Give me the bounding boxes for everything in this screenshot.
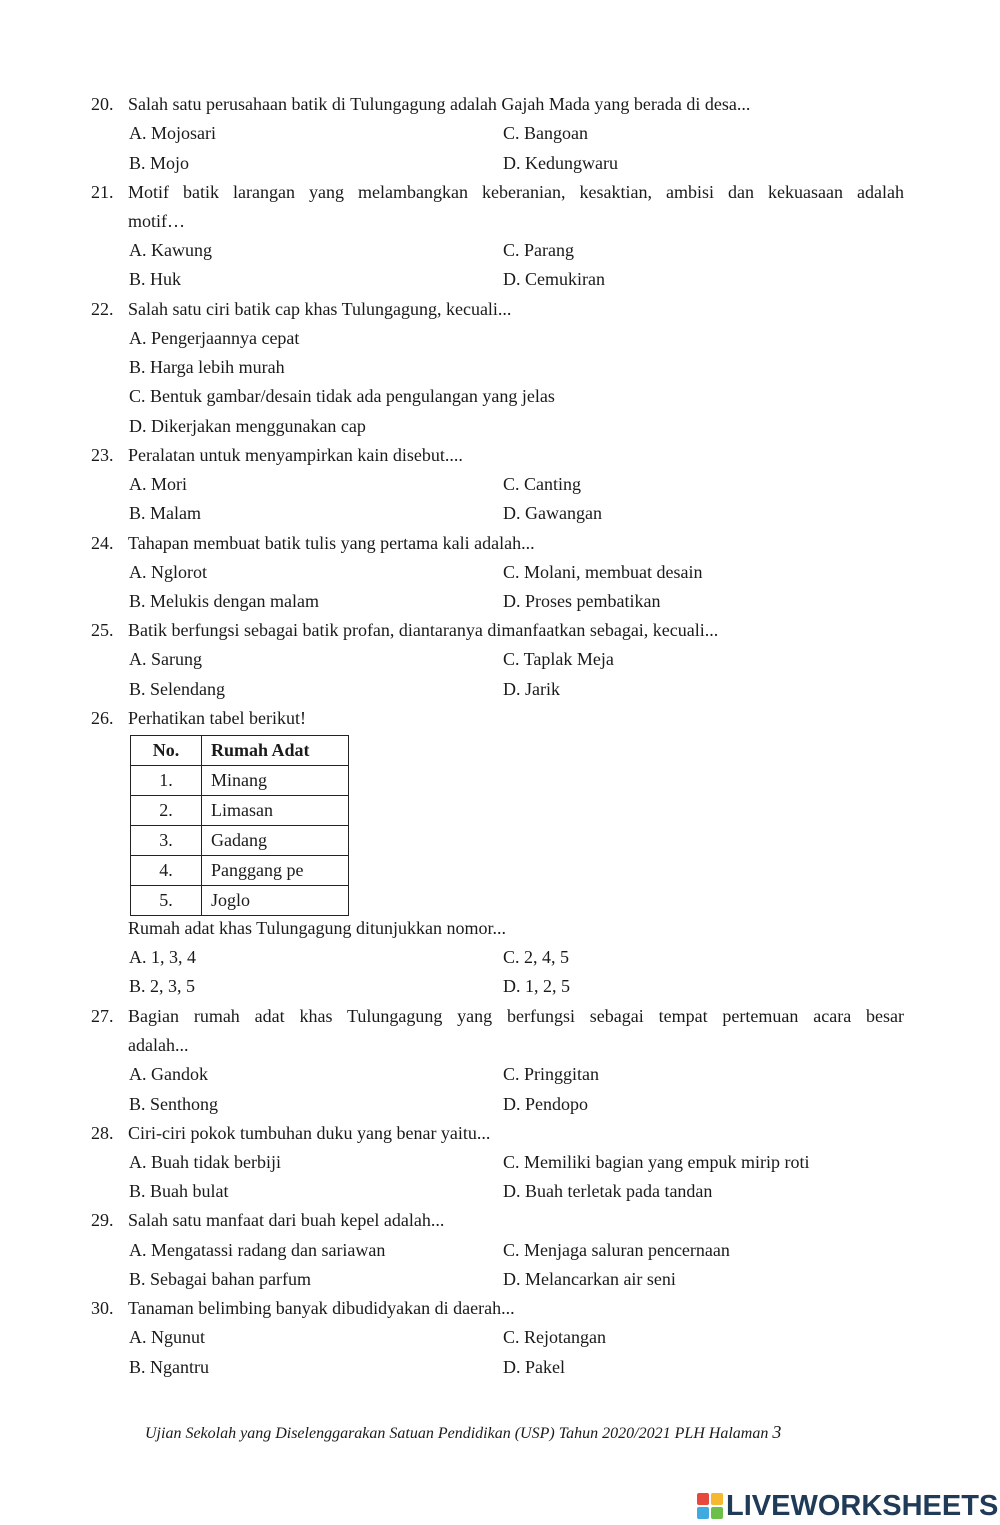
- option-b[interactable]: B. Selendang: [129, 679, 225, 699]
- liveworksheets-watermark: [697, 1489, 998, 1523]
- table-header-row: [131, 736, 349, 766]
- table-cell-name: Joglo: [202, 886, 349, 916]
- table-cell-no: 5.: [131, 886, 202, 916]
- question-number: 29.: [91, 1210, 114, 1230]
- question-text-continued: adalah...: [128, 1035, 189, 1055]
- table-cell-no: 4.: [131, 856, 202, 886]
- question-number: 23.: [91, 445, 114, 465]
- option-d[interactable]: D. Gawangan: [503, 503, 602, 523]
- option-a[interactable]: A. Sarung: [129, 649, 202, 669]
- table-cell-no: 3.: [131, 826, 202, 856]
- option-b[interactable]: B. Buah bulat: [129, 1181, 229, 1201]
- table-row: [131, 886, 349, 916]
- option-b[interactable]: B. Harga lebih murah: [129, 357, 285, 377]
- option-d[interactable]: D. Buah terletak pada tandan: [503, 1181, 713, 1201]
- table-cell-no: 2.: [131, 796, 202, 826]
- question-text: Salah satu manfaat dari buah kepel adalah...: [128, 1210, 445, 1230]
- question-text: Peralatan untuk menyampirkan kain disebut....: [128, 445, 463, 465]
- question-text-after-table: Rumah adat khas Tulungagung ditunjukkan nomor...: [128, 918, 506, 938]
- option-a[interactable]: A. Buah tidak berbiji: [129, 1152, 281, 1172]
- column-header-no: No.: [131, 736, 202, 766]
- option-b[interactable]: B. Senthong: [129, 1094, 219, 1114]
- table-row: [131, 826, 349, 856]
- liveworksheets-wordmark: LIVEWORKSHEETS: [726, 1489, 999, 1522]
- option-b[interactable]: B. Ngantru: [129, 1357, 209, 1377]
- table-row: [131, 796, 349, 826]
- table-cell-name: Gadang: [202, 826, 349, 856]
- column-header-rumah-adat: Rumah Adat: [202, 736, 349, 766]
- option-b[interactable]: B. Malam: [129, 503, 201, 523]
- page-number: 3: [772, 1422, 782, 1442]
- table-row: [131, 856, 349, 886]
- question-text-continued: motif…: [128, 211, 185, 231]
- liveworksheets-logo-icon: [697, 1493, 723, 1519]
- question-text: Tahapan membuat batik tulis yang pertama kali adalah...: [128, 533, 535, 553]
- footer-text: Ujian Sekolah yang Diselenggarakan Satuan Pendidikan (USP) Tahun 2020/2021 PLH Halaman: [145, 1425, 769, 1442]
- option-b[interactable]: B. Sebagai bahan parfum: [129, 1269, 311, 1289]
- option-a[interactable]: A. 1, 3, 4: [129, 947, 196, 967]
- option-c[interactable]: C. Parang: [503, 240, 574, 260]
- option-c[interactable]: C. Memiliki bagian yang empuk mirip roti: [503, 1152, 810, 1172]
- option-c[interactable]: C. Molani, membuat desain: [503, 562, 703, 582]
- question-number: 27.: [91, 1006, 114, 1026]
- option-b[interactable]: B. Huk: [129, 269, 182, 289]
- question-number: 26.: [91, 708, 114, 728]
- page-footer: [145, 1421, 781, 1445]
- option-d[interactable]: D. Pakel: [503, 1357, 565, 1377]
- rumah-adat-table: [130, 735, 349, 916]
- option-a[interactable]: A. Mori: [129, 474, 187, 494]
- option-d[interactable]: D. Jarik: [503, 679, 560, 699]
- question-number: 21.: [91, 182, 114, 202]
- option-c[interactable]: C. Taplak Meja: [503, 649, 614, 669]
- option-d[interactable]: D. Pendopo: [503, 1094, 588, 1114]
- option-d[interactable]: D. Cemukiran: [503, 269, 605, 289]
- question-number: 28.: [91, 1123, 114, 1143]
- option-a[interactable]: A. Pengerjaannya cepat: [129, 328, 300, 348]
- option-b[interactable]: B. Melukis dengan malam: [129, 591, 319, 611]
- question-number: 20.: [91, 94, 114, 114]
- option-d[interactable]: D. Dikerjakan menggunakan cap: [129, 416, 366, 436]
- option-c[interactable]: C. Rejotangan: [503, 1327, 606, 1347]
- option-d[interactable]: D. 1, 2, 5: [503, 976, 570, 996]
- option-b[interactable]: B. 2, 3, 5: [129, 976, 196, 996]
- option-c[interactable]: C. 2, 4, 5: [503, 947, 570, 967]
- option-a[interactable]: A. Ngunut: [129, 1327, 205, 1347]
- question-text: Motif batik larangan yang melambangkan keberanian, kesaktian, ambisi dan kekuasaan adalah: [128, 182, 904, 202]
- table-row: [131, 766, 349, 796]
- option-d[interactable]: D. Kedungwaru: [503, 153, 618, 173]
- option-a[interactable]: A. Kawung: [129, 240, 212, 260]
- question-number: 30.: [91, 1298, 114, 1318]
- option-c[interactable]: C. Menjaga saluran pencernaan: [503, 1240, 730, 1260]
- option-c[interactable]: C. Pringgitan: [503, 1064, 600, 1084]
- option-b[interactable]: B. Mojo: [129, 153, 190, 173]
- option-a[interactable]: A. Mengatassi radang dan sariawan: [129, 1240, 386, 1260]
- question-text: Salah satu perusahaan batik di Tulungagung adalah Gajah Mada yang berada di desa...: [128, 94, 751, 114]
- option-d[interactable]: D. Proses pembatikan: [503, 591, 661, 611]
- table-cell-name: Limasan: [202, 796, 349, 826]
- question-text: Perhatikan tabel berikut!: [128, 708, 306, 728]
- question-text: Batik berfungsi sebagai batik profan, diantaranya dimanfaatkan sebagai, kecuali...: [128, 620, 719, 640]
- question-text: Bagian rumah adat khas Tulungagung yang berfungsi sebagai tempat pertemuan acara besar: [128, 1006, 904, 1026]
- question-number: 25.: [91, 620, 114, 640]
- option-a[interactable]: A. Mojosari: [129, 123, 216, 143]
- question-number: 22.: [91, 299, 114, 319]
- option-a[interactable]: A. Gandok: [129, 1064, 208, 1084]
- option-c[interactable]: C. Canting: [503, 474, 582, 494]
- question-number: 24.: [91, 533, 114, 553]
- table-cell-name: Minang: [202, 766, 349, 796]
- question-text: Ciri-ciri pokok tumbuhan duku yang benar yaitu...: [128, 1123, 491, 1143]
- option-c[interactable]: C. Bentuk gambar/desain tidak ada pengulangan yang jelas: [129, 386, 555, 406]
- option-a[interactable]: A. Nglorot: [129, 562, 207, 582]
- table-cell-name: Panggang pe: [202, 856, 349, 886]
- question-text: Salah satu ciri batik cap khas Tulungagung, kecuali...: [128, 299, 512, 319]
- option-c[interactable]: C. Bangoan: [503, 123, 588, 143]
- question-text: Tanaman belimbing banyak dibudidyakan di daerah...: [128, 1298, 515, 1318]
- table-cell-no: 1.: [131, 766, 202, 796]
- option-d[interactable]: D. Melancarkan air seni: [503, 1269, 676, 1289]
